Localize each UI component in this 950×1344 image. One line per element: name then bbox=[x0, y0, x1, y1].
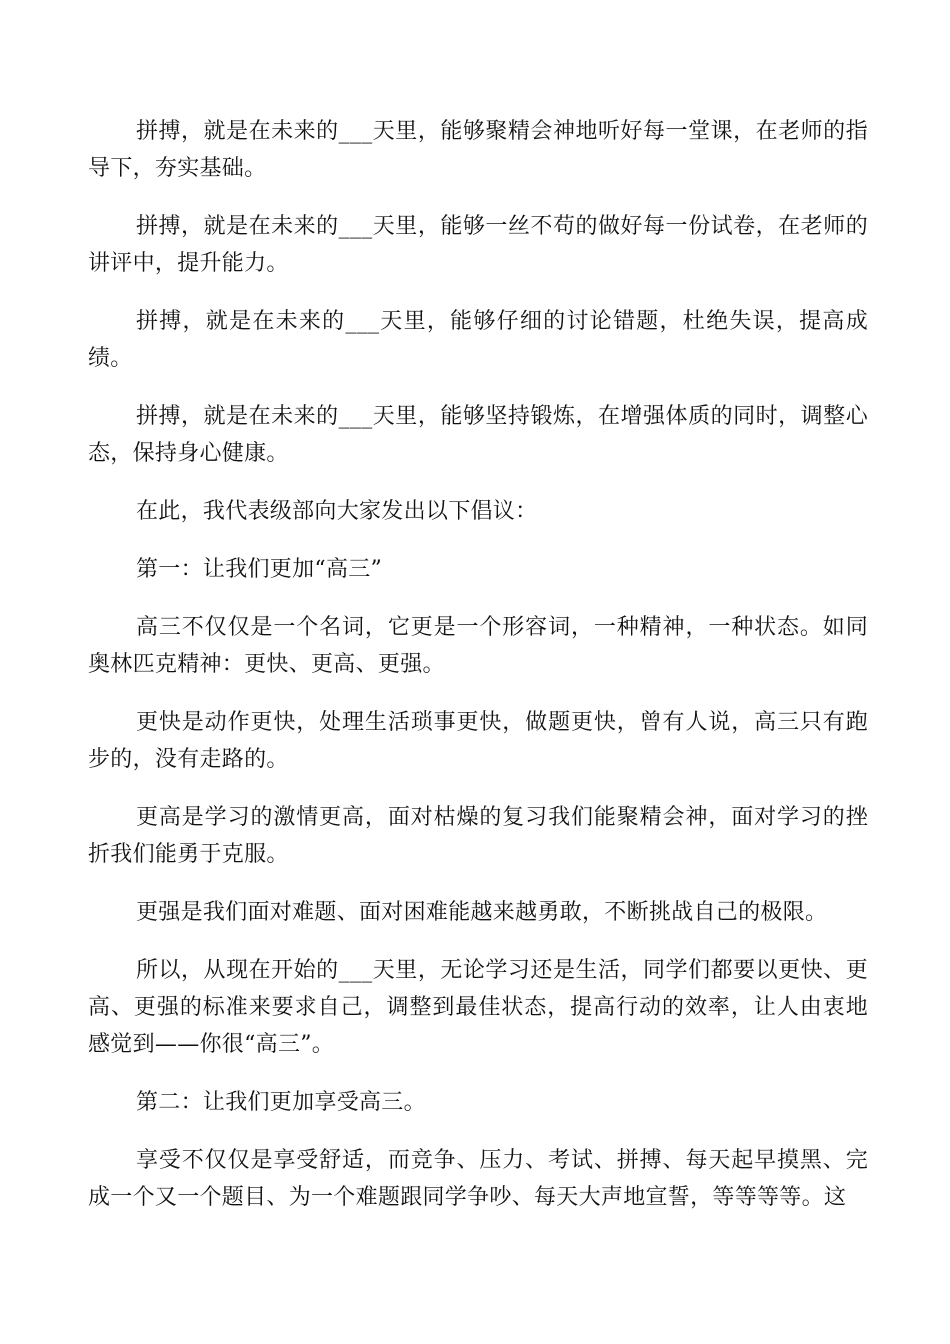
section-heading: 第一：让我们更加“高三” bbox=[136, 557, 383, 582]
paragraph: 高三不仅仅是一个名词，它更是一个形容词，一种精神，一种状态。如同奥林匹克精神：更快、更高、更强。 bbox=[88, 615, 868, 677]
paragraph: 拼搏，就是在未来的___天里，能够聚精会神地听好每一堂课，在老师的指导下，夯实基础。 bbox=[88, 119, 868, 181]
paragraph: 在此，我代表级部向大家发出以下倡议： bbox=[136, 499, 538, 524]
paragraph: 享受不仅仅是享受舒适，而竞争、压力、考试、拼搏、每天起早摸黑、完成一个又一个题目、为一个难题跟同学争吵、每天大声地宣誓，等等等等。这 bbox=[88, 1148, 868, 1210]
paragraph: 更快是动作更快，处理生活琐事更快，做题更快，曾有人说，高三只有跑步的，没有走路的。 bbox=[88, 710, 868, 772]
paragraph: 更强是我们面对难题、面对困难能越来越勇敢，不断挑战自己的极限。 bbox=[136, 900, 828, 925]
paragraph: 拼搏，就是在未来的___天里，能够一丝不苟的做好每一份试卷，在老师的讲评中，提升能力。 bbox=[88, 214, 868, 276]
section-heading: 第二：让我们更加享受高三。 bbox=[136, 1090, 426, 1115]
paragraph: 拼搏，就是在未来的___天里，能够仔细的讨论错题，杜绝失误，提高成绩。 bbox=[88, 309, 868, 371]
paragraph: 拼搏，就是在未来的___天里，能够坚持锻炼，在增强体质的同时，调整心态，保持身心健康。 bbox=[88, 404, 868, 466]
paragraph: 更高是学习的激情更高，面对枯燥的复习我们能聚精会神，面对学习的挫折我们能勇于克服。 bbox=[88, 805, 868, 867]
document-body bbox=[88, 113, 868, 1237]
paragraph: 所以，从现在开始的___天里，无论学习还是生活，同学们都要以更快、更高、更强的标准来要求自己，调整到最佳状态，提高行动的效率，让人由衷地感觉到——你很“高三”。 bbox=[88, 958, 868, 1057]
